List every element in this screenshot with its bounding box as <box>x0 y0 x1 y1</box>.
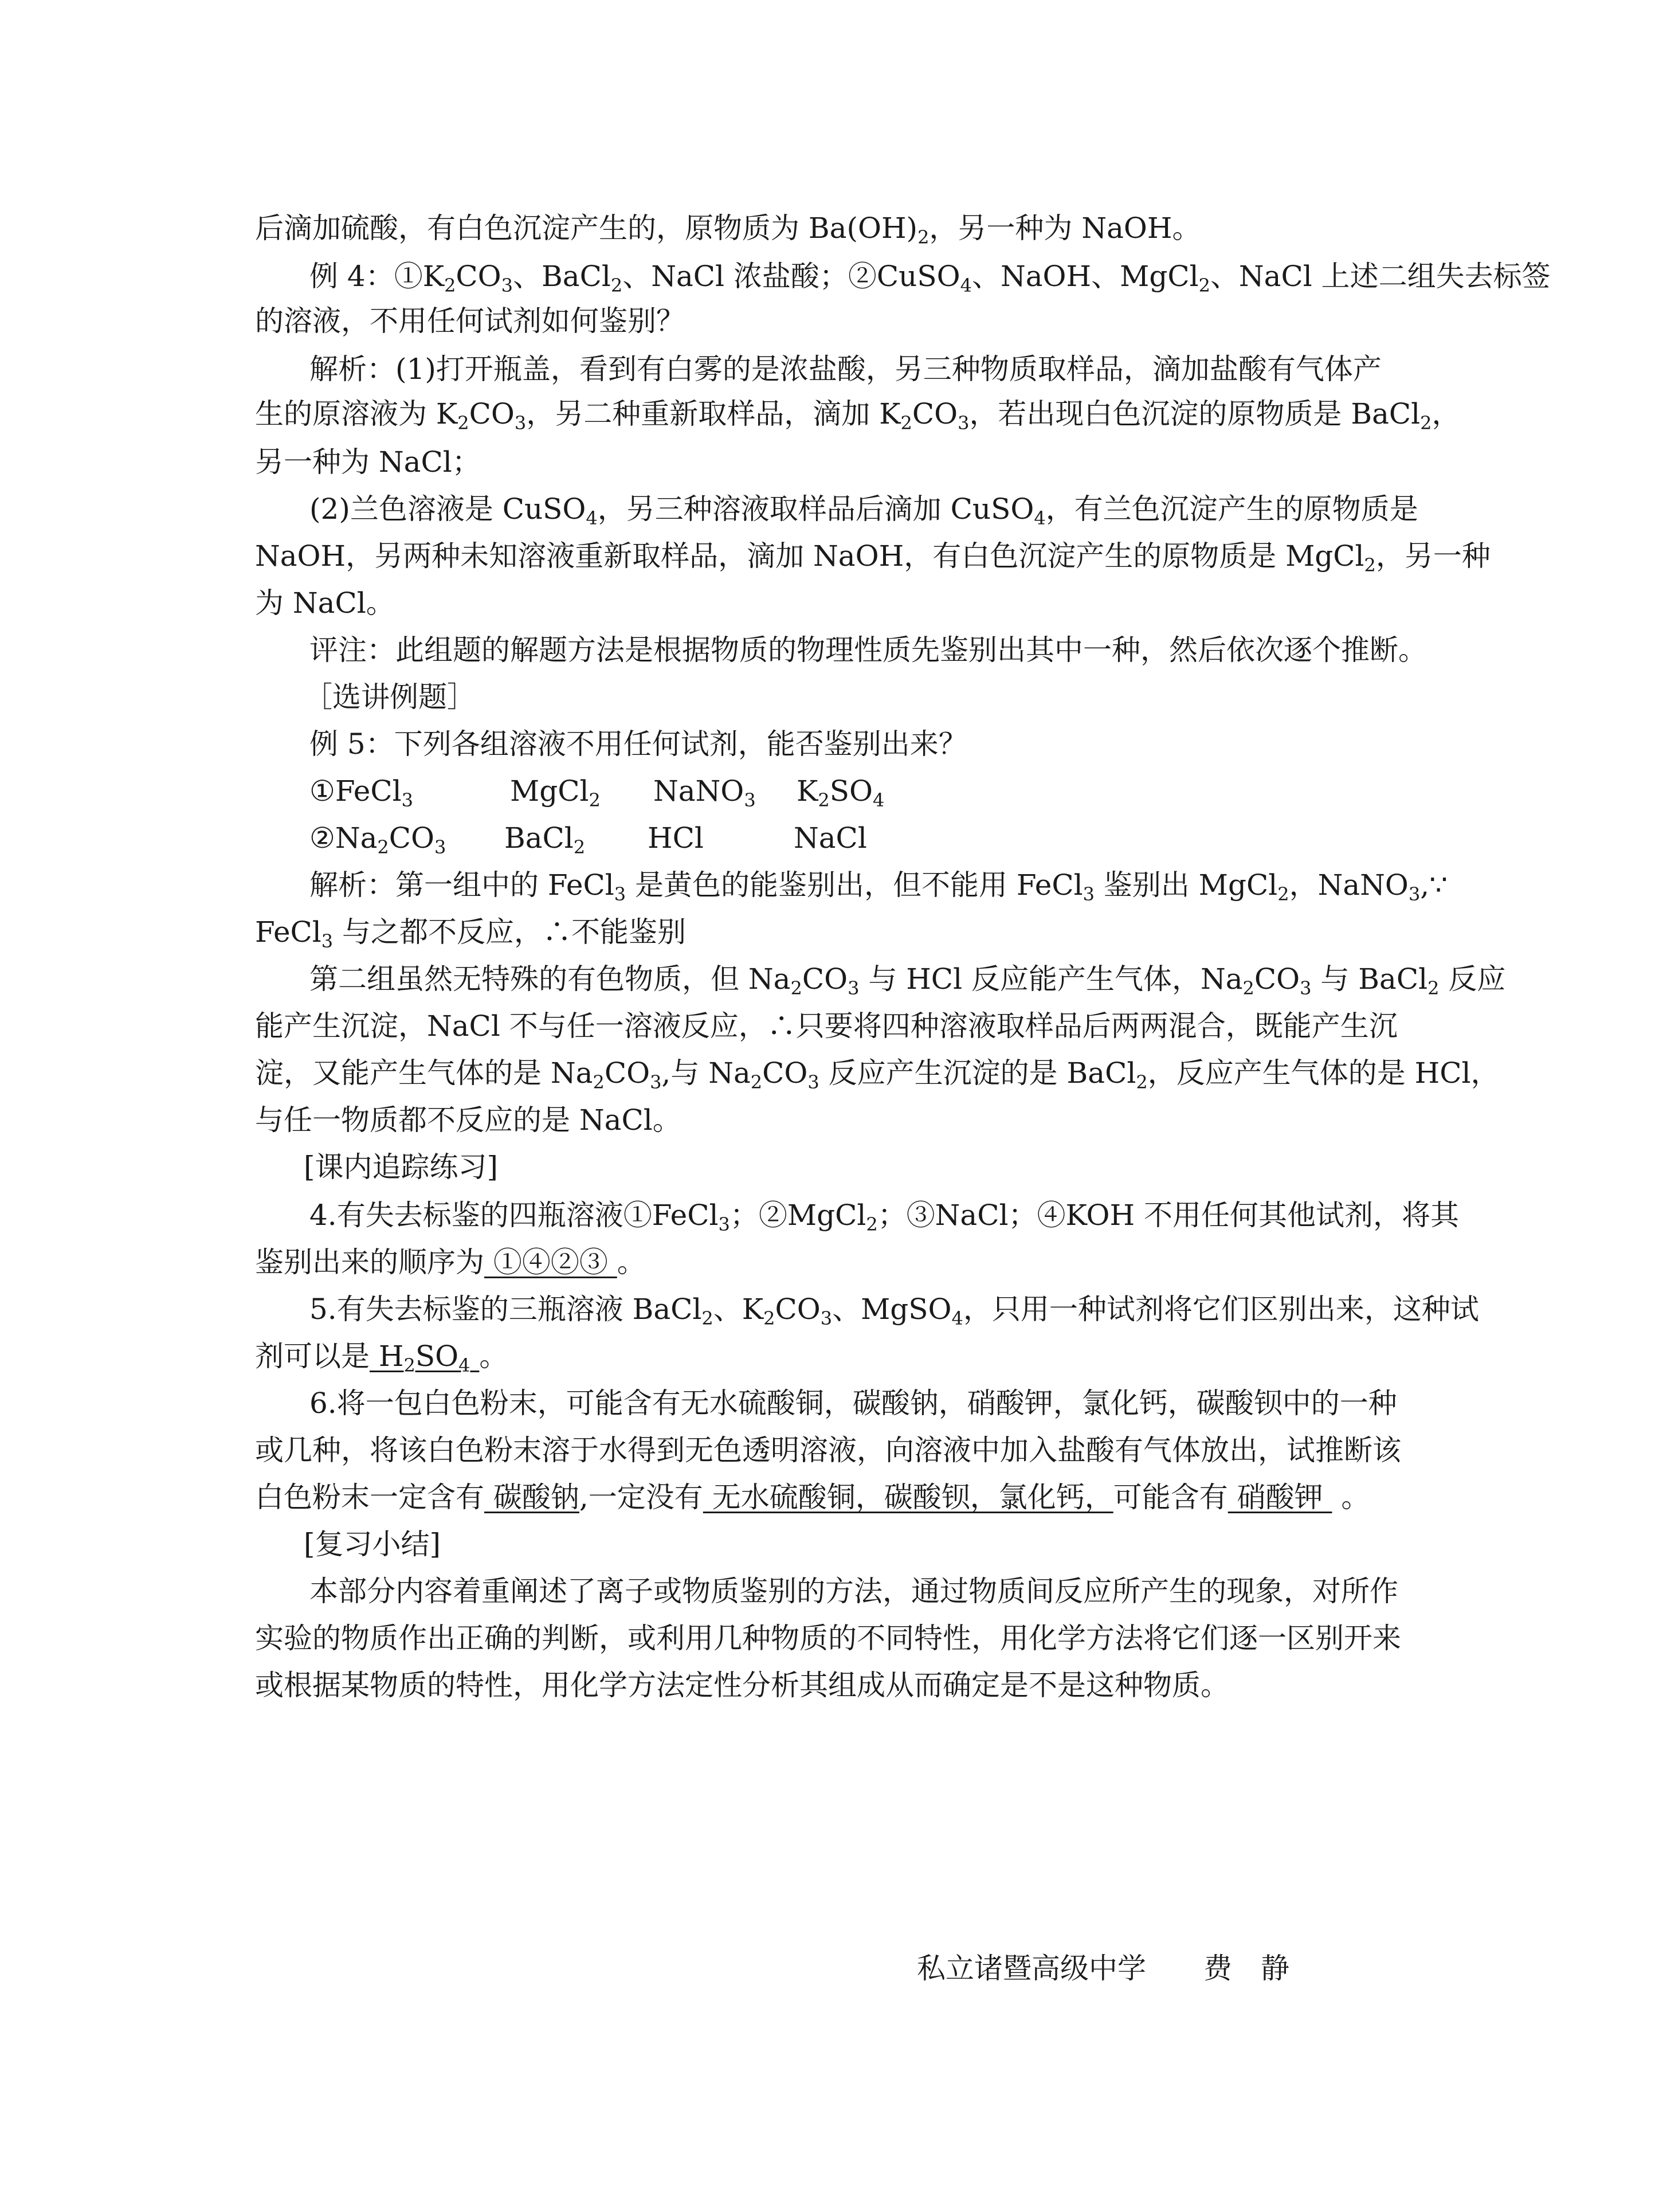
answer-blank: 硝酸钾 <box>1227 1481 1332 1514</box>
text-line: 解析：(1)打开瓶盖，看到有白雾的是浓盐酸，另三种物质取样品，滴加盐酸有气体产 <box>309 353 1382 386</box>
formula-row-2 <box>309 821 867 858</box>
text-line: 生的原溶液为 $K_2CO_3$，另二种重新取样品，滴加 $K_2CO_3$，若出现白色沉淀的原物质是 BaCl$_2$， <box>255 397 1461 434</box>
answer-blank: $H_2SO_4$ <box>370 1340 470 1376</box>
summary-line: 实验的物质作出正确的判断，或利用几种物质的不同特性，用化学方法将它们逐一区别开来 <box>255 1622 1401 1655</box>
section-heading: [课内追踪练习] <box>304 1150 499 1184</box>
text-line: 为 NaCl。 <box>255 586 395 620</box>
answer-blank: ①④②③ <box>484 1246 617 1279</box>
text-line: (2)兰色溶液是 CuSO$_4$，另三种溶液取样品后滴加 CuSO$_4$，有兰色沉淀产生的原物质是 <box>309 492 1418 529</box>
text-line: 另一种为 NaCl； <box>255 445 481 479</box>
formula-cell: $K_2SO_4$ <box>797 774 885 811</box>
exercise-6: 6.将一包白色粉末，可能含有无水硫酸铜，碳酸钠，硝酸钾，氯化钙，碳酸钡中的一种 <box>309 1387 1397 1420</box>
formula-cell: NaNO$_3$ <box>653 774 756 811</box>
text-line: FeCl$_3$ 与之都不反应，∴不能鉴别 <box>255 915 687 952</box>
text-line: 能产生沉淀，NaCl 不与任一溶液反应，∴只要将四种溶液取样品后两两混合，既能产生沉 <box>255 1009 1398 1043</box>
exercise-4: 4.有失去标鉴的四瓶溶液①FeCl$_3$；②MgCl$_2$；③NaCl；④KOH 不用任何其他试剂，将其 <box>309 1199 1459 1235</box>
section-heading: [复习小结] <box>304 1528 441 1561</box>
text-line: 淀，又能产生气体的是 $Na_2CO_3$,与 $Na_2CO_3$ 反应产生沉淀的是 BaCl$_2$，反应产生气体的是 HCl， <box>255 1056 1500 1093</box>
answer-blank: 碳酸钠 <box>484 1481 579 1514</box>
example-4-heading: 例 4：$①K_2CO_3$、BaCl$_2$、NaCl 浓盐酸；②CuSO$_4$、NaOH、MgCl$_2$、NaCl 上述二组失去标签 <box>309 260 1551 296</box>
formula-cell: BaCl$_2$ <box>504 821 586 858</box>
formula-cell: HCl <box>648 821 704 855</box>
text-line: 或几种，将该白色粉末溶于水得到无色透明溶液，向溶液中加入盐酸有气体放出，试推断该 <box>255 1434 1401 1467</box>
example-5-heading: 例 5：下列各组溶液不用任何试剂，能否鉴别出来？ <box>309 727 967 761</box>
text-line: 鉴别出来的顺序为 ①④②③ 。 <box>255 1246 646 1279</box>
formula-row-1 <box>309 774 885 811</box>
formula-cell: ①FeCl$_3$ <box>309 774 413 811</box>
text-line: 与任一物质都不反应的是 NaCl。 <box>255 1103 681 1137</box>
text-line: 解析：第一组中的 FeCl$_3$ 是黄色的能鉴别出，但不能用 FeCl$_3$ 鉴别出 MgCl$_2$，NaNO$_3$,∵ <box>309 868 1448 905</box>
text-line: 后滴加硫酸，有白色沉淀产生的，原物质为 $Ba(OH)_2$，另一种为 NaOH。 <box>255 212 1201 248</box>
section-heading: ［选讲例题］ <box>304 680 476 714</box>
comment-line: 评注：此组题的解题方法是根据物质的物理性质先鉴别出其中一种，然后依次逐个推断。 <box>309 633 1427 667</box>
formula-cell: NaCl <box>794 821 867 855</box>
summary-line: 或根据某物质的特性，用化学方法定性分析其组成从而确定是不是这种物质。 <box>255 1669 1229 1702</box>
formula-cell: MgCl$_2$ <box>510 774 601 811</box>
text-line: 第二组虽然无特殊的有色物质，但 $Na_2CO_3$ 与 HCl 反应能产生气体，$Na_2CO_3$ 与 BaCl$_2$ 反应 <box>309 962 1506 999</box>
text-line: 剂可以是 $H_2SO_4$ 。 <box>255 1340 508 1376</box>
text-line: NaOH，另两种未知溶液重新取样品，滴加 NaOH，有白色沉淀产生的原物质是 MgCl$_2$，另一种 <box>255 539 1491 576</box>
formula-cell: $②Na_2CO_3$ <box>309 821 446 858</box>
text-line: 的溶液，不用任何试剂如何鉴别？ <box>255 304 685 338</box>
summary-line: 本部分内容着重阐述了离子或物质鉴别的方法，通过物质间反应所产生的现象，对所作 <box>309 1575 1398 1608</box>
author-signature: 私立诸暨高级中学 费 静 <box>917 1952 1289 1985</box>
answer-blank: 无水硫酸铜，碳酸钡，氯化钙， <box>703 1481 1113 1514</box>
text-line: 白色粉末一定含有 碳酸钠,一定没有 无水硫酸铜，碳酸钡，氯化钙，可能含有 硝酸钾 。 <box>255 1481 1370 1514</box>
exercise-5: 5.有失去标鉴的三瓶溶液 BaCl$_2$、$K_2CO_3$、MgSO$_4$，只用一种试剂将它们区别出来，这种试 <box>309 1293 1479 1329</box>
